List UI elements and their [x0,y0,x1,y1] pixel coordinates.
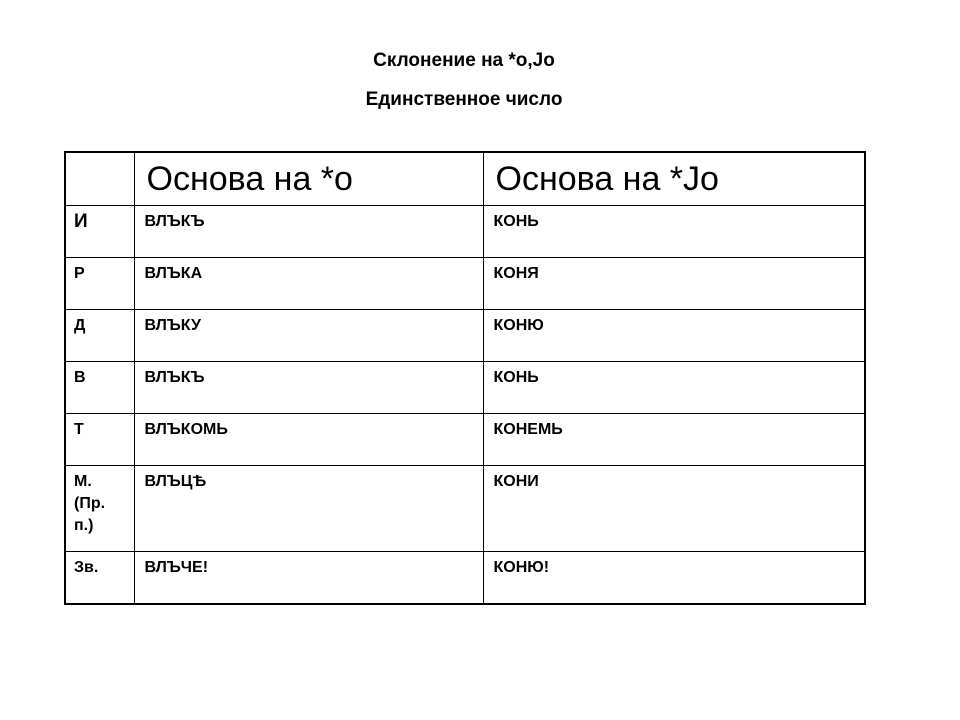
case-label: Р [65,258,134,310]
jo-stem-form: КОНЬ [483,206,865,258]
case-label-line: (Пр. [74,495,106,512]
jo-stem-form: КОНЮ! [483,552,865,604]
header-o-stem: Основа на *o [134,152,483,206]
o-stem-form: ВЛЪКА [134,258,483,310]
page-title: Склонение на *o,Jo [373,50,555,71]
table-row [65,414,865,466]
table-row [65,466,865,552]
jo-stem-form: КОНИ [483,466,865,552]
o-stem-form: ВЛЪКУ [134,310,483,362]
case-label: Д [65,310,134,362]
jo-stem-form: КОНЯ [483,258,865,310]
table-row [65,310,865,362]
case-label [65,466,134,552]
o-stem-form: ВЛЪКОМЬ [134,414,483,466]
o-stem-form: ВЛЪЧЕ! [134,552,483,604]
case-label: В [65,362,134,414]
header-corner-cell [65,152,134,206]
page-subtitle: Единственное число [365,89,563,110]
case-label-line: п.) [74,517,94,534]
jo-stem-form: КОНЬ [483,362,865,414]
o-stem-form: ВЛЪКЪ [134,206,483,258]
jo-stem-form: КОНЕМЬ [483,414,865,466]
header-jo-stem: Основа на *Jo [483,152,865,206]
case-label-line: М. [74,473,92,490]
case-label: Т [65,414,134,466]
declension-table [64,151,866,605]
table-header-row [65,152,865,206]
case-label: Зв. [65,552,134,604]
table-row [65,552,865,604]
table-row [65,258,865,310]
o-stem-form: ВЛЪЦѢ [134,466,483,552]
o-stem-form: ВЛЪКЪ [134,362,483,414]
case-label: И [65,206,134,258]
table-row [65,206,865,258]
table-row [65,362,865,414]
jo-stem-form: КОНЮ [483,310,865,362]
